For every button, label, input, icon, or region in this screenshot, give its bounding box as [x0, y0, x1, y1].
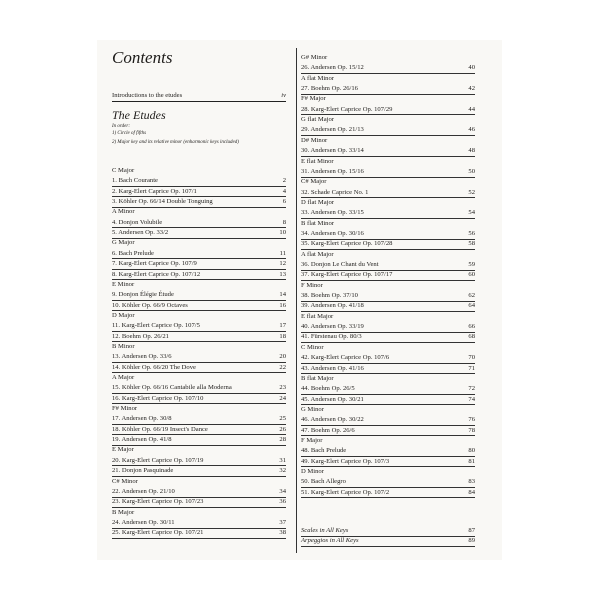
toc-entry-page: 78 — [468, 426, 475, 434]
toc-entry[interactable] — [301, 189, 475, 199]
toc-entry-page: 17 — [279, 322, 286, 330]
intro-entry[interactable] — [112, 92, 286, 99]
toc-entry-title: 13. Andersen Op. 33/6 — [112, 353, 172, 361]
order-title: In order: — [112, 124, 131, 129]
toc-entry[interactable] — [301, 302, 475, 312]
footer-entry-page: 87 — [468, 527, 475, 534]
toc-entry-page: 34 — [279, 487, 286, 495]
toc-entry-title: 37. Karg-Elert Caprice Op. 107/17 — [301, 271, 393, 279]
toc-entry[interactable] — [301, 168, 475, 178]
toc-entry-title: 9. Donjon Élégie Étude — [112, 291, 174, 299]
key-heading — [112, 405, 286, 414]
toc-entry[interactable] — [112, 229, 286, 239]
toc-entry[interactable] — [301, 209, 475, 219]
toc-entry-page: 54 — [468, 209, 475, 217]
key-heading-label: F# Major — [301, 95, 326, 103]
toc-entry-title: 38. Boehm Op. 37/10 — [301, 292, 358, 300]
toc-entry-title: 48. Bach Prelude — [301, 447, 347, 455]
toc-entry[interactable] — [301, 385, 475, 395]
toc-entry-title: 24. Andersen Op. 30/11 — [112, 518, 175, 526]
key-heading-label: E Minor — [112, 280, 135, 288]
toc-entry[interactable] — [301, 261, 475, 271]
footer-entry-page: 89 — [468, 537, 475, 544]
toc-entry[interactable] — [112, 250, 286, 260]
toc-entry[interactable] — [112, 188, 286, 198]
toc-entry-title: 22. Andersen Op. 21/10 — [112, 487, 175, 495]
toc-entry-title: 35. Karg-Elert Caprice Op. 107/28 — [301, 240, 393, 248]
key-heading — [112, 509, 286, 518]
toc-entry-page: 2 — [282, 177, 286, 185]
key-heading-label: C# Major — [301, 178, 327, 186]
toc-entry-title: 50. Bach Allegro — [301, 478, 346, 486]
toc-entry[interactable] — [301, 478, 475, 488]
key-heading-label: D Minor — [301, 468, 324, 475]
key-heading — [301, 199, 475, 208]
toc-entry[interactable] — [112, 302, 286, 312]
footer-entry-arpeggios[interactable] — [301, 537, 475, 547]
key-heading — [301, 251, 475, 260]
key-heading — [301, 95, 475, 104]
intro-label: Introductions to the etudes — [112, 92, 183, 99]
key-heading-label: C Minor — [301, 343, 324, 351]
toc-entry-title: 8. Karg-Elert Caprice Op. 107/12 — [112, 270, 201, 278]
key-heading — [301, 116, 475, 125]
key-heading — [301, 313, 475, 322]
key-heading-label: A Minor — [112, 208, 135, 216]
key-heading — [301, 54, 475, 63]
toc-entry-title: 47. Boehm Op. 26/6 — [301, 426, 355, 434]
key-heading-label: G flat Major — [301, 116, 334, 124]
toc-entry[interactable] — [301, 447, 475, 457]
toc-entry-page: 84 — [468, 488, 475, 496]
toc-entry-page: 76 — [468, 416, 475, 424]
toc-entry[interactable] — [301, 147, 475, 157]
toc-entry-page: 6 — [282, 198, 286, 206]
toc-entry-page: 46 — [468, 126, 475, 134]
toc-entry-page: 81 — [468, 457, 475, 465]
toc-entry-page: 12 — [279, 260, 286, 268]
key-heading — [301, 220, 475, 229]
key-heading — [301, 137, 475, 146]
key-heading — [301, 282, 475, 291]
key-heading-label: D# Minor — [301, 136, 328, 144]
toc-entry-title: 1. Bach Courante — [112, 177, 158, 185]
toc-entry[interactable] — [112, 260, 286, 270]
toc-entry-title: 11. Karg-Elert Caprice Op. 107/5 — [112, 322, 200, 330]
key-heading-label: A Major — [112, 374, 135, 381]
key-heading-label: C Major — [112, 167, 135, 174]
toc-entry-title: 3. Köhler Op. 66/14 Double Tonguing — [112, 198, 213, 206]
toc-entry-page: 26 — [279, 425, 286, 433]
toc-entry[interactable] — [112, 198, 286, 208]
toc-entry-page: 18 — [279, 332, 286, 340]
key-heading-label: B Minor — [112, 342, 135, 350]
toc-entry[interactable] — [301, 240, 475, 250]
page-title: Contents — [112, 48, 173, 67]
key-heading-label: D Major — [112, 311, 135, 319]
key-heading-label: B flat Major — [301, 374, 334, 382]
toc-entry-page: 37 — [279, 518, 286, 526]
toc-entry[interactable] — [301, 333, 475, 343]
toc-entry[interactable] — [112, 426, 286, 436]
toc-entry-title: 43. Andersen Op. 41/16 — [301, 364, 364, 372]
toc-entry[interactable] — [112, 519, 286, 529]
toc-entry[interactable] — [301, 427, 475, 437]
toc-entry-page: 20 — [279, 353, 286, 361]
toc-entry[interactable] — [112, 353, 286, 363]
key-heading — [301, 375, 475, 384]
key-heading — [301, 158, 475, 167]
toc-entry-page: 23 — [279, 384, 286, 392]
toc-entry[interactable] — [301, 271, 475, 281]
toc-entry-title: 26. Andersen Op. 15/12 — [301, 64, 364, 72]
toc-entry-title: 25. Karg-Elert Caprice Op. 107/21 — [112, 529, 204, 537]
key-heading-label: B flat Minor — [301, 219, 334, 227]
toc-entry-title: 14. Köhler Op. 66/20 The Dove — [112, 363, 196, 371]
toc-entry[interactable] — [112, 177, 286, 187]
toc-entry-title: 7. Karg-Elert Caprice Op. 107/9 — [112, 260, 197, 268]
key-heading-label: G Major — [112, 239, 135, 247]
toc-entry[interactable] — [301, 106, 475, 116]
toc-entry[interactable] — [301, 323, 475, 333]
key-heading — [112, 281, 286, 290]
toc-entry-title: 39. Andersen Op. 41/18 — [301, 302, 364, 310]
key-heading — [112, 239, 286, 248]
toc-entry-page: 14 — [279, 291, 286, 299]
toc-entry[interactable] — [301, 230, 475, 240]
toc-entry-title: 44. Boehm Op. 26/5 — [301, 385, 355, 393]
toc-entry-page: 4 — [282, 187, 286, 195]
toc-entry-page: 28 — [279, 436, 286, 444]
toc-entry[interactable] — [301, 292, 475, 302]
toc-entry-page: 59 — [468, 261, 475, 268]
toc-entry-page: 8 — [282, 218, 286, 226]
toc-entry[interactable] — [112, 364, 286, 374]
toc-entry-title: 15. Köhler Op. 66/16 Cantabile alla Moderna — [112, 384, 232, 392]
toc-entry-title: 30. Andersen Op. 33/14 — [301, 147, 364, 155]
key-heading-label: G Minor — [301, 405, 324, 413]
toc-entry-page: 36 — [279, 498, 286, 506]
toc-entry[interactable] — [112, 219, 286, 229]
toc-entry[interactable] — [112, 395, 286, 405]
toc-entry-page: 80 — [468, 447, 475, 455]
toc-entry-page: 50 — [468, 167, 475, 175]
toc-entry[interactable] — [112, 322, 286, 332]
toc-entry-title: 36. Donjon Le Chant du Vent — [301, 261, 379, 268]
footer-entry-label: Arpeggios in All Keys — [301, 537, 359, 544]
order-line-1: 1) Circle of fifths — [112, 131, 147, 136]
toc-entry-page: 68 — [468, 333, 475, 341]
order-line-2: 2) Major key and its relative minor (enharmonic keys included) — [112, 140, 239, 145]
toc-entry-page: 10 — [279, 229, 286, 237]
toc-entry[interactable] — [112, 291, 286, 301]
toc-entry-page: 74 — [468, 395, 475, 403]
toc-entry-title: 31. Andersen Op. 15/16 — [301, 167, 364, 175]
toc-entry-title: 6. Bach Prelude — [112, 249, 154, 257]
key-heading — [112, 446, 286, 455]
key-heading — [112, 478, 286, 487]
toc-entry-page: 24 — [279, 394, 286, 402]
toc-entry-page: 58 — [468, 240, 475, 248]
toc-entry-page: 48 — [468, 147, 475, 155]
toc-entry[interactable] — [301, 489, 475, 499]
footer-entry-scales[interactable] — [301, 527, 475, 537]
toc-entry-page: 31 — [279, 456, 286, 464]
key-heading-label: B Major — [112, 508, 135, 516]
toc-entry-title: 2. Karg-Elert Caprice Op. 107/1 — [112, 187, 197, 195]
toc-entry-title: 17. Andersen Op. 30/8 — [112, 415, 172, 423]
key-heading — [112, 208, 286, 217]
key-heading-label: A flat Minor — [301, 74, 334, 82]
key-heading-label: F# Minor — [112, 405, 138, 413]
intro-page: iv — [281, 92, 286, 99]
toc-entry-page: 83 — [468, 478, 475, 486]
key-heading — [301, 468, 475, 477]
toc-entry[interactable] — [301, 458, 475, 468]
toc-entry-page: 44 — [468, 105, 475, 113]
toc-entry-page: 16 — [279, 301, 286, 309]
toc-entry-title: 20. Karg-Elert Caprice Op. 107/19 — [112, 456, 204, 464]
key-heading-label: D flat Major — [301, 198, 334, 206]
toc-entry-page: 72 — [468, 385, 475, 393]
toc-entry-title: 5. Andersen Op. 33/2 — [112, 229, 169, 237]
toc-entry-page: 22 — [279, 363, 286, 371]
toc-entry-title: 41. Fürstenau Op. 80/3 — [301, 333, 362, 341]
key-heading — [112, 374, 286, 383]
toc-entry-page: 70 — [468, 354, 475, 362]
toc-entry-title: 23. Karg-Elert Caprice Op. 107/23 — [112, 498, 204, 506]
key-heading — [301, 75, 475, 84]
toc-entry-page: 62 — [468, 292, 475, 300]
key-heading-label: F Major — [301, 436, 323, 444]
toc-entry[interactable] — [112, 488, 286, 498]
toc-entry-title: 29. Andersen Op. 21/13 — [301, 126, 364, 134]
toc-entry[interactable] — [112, 436, 286, 446]
toc-entry-title: 51. Karg-Elert Caprice Op. 107/2 — [301, 488, 390, 496]
toc-entry-title: 10. Köhler Op. 66/9 Octaves — [112, 301, 188, 309]
toc-entry[interactable] — [112, 384, 286, 394]
key-heading-label: F Minor — [301, 281, 323, 289]
toc-entry-page: 11 — [279, 249, 286, 257]
toc-entry[interactable] — [112, 333, 286, 343]
toc-entry-title: 49. Karg-Elert Caprice Op. 107/3 — [301, 457, 390, 465]
toc-entry[interactable] — [301, 396, 475, 406]
toc-entry-title: 40. Andersen Op. 33/19 — [301, 323, 364, 331]
toc-entry[interactable] — [301, 85, 475, 95]
toc-entry-page: 13 — [279, 270, 286, 278]
key-heading — [301, 344, 475, 353]
toc-entry[interactable] — [112, 457, 286, 467]
key-heading-label: E flat Minor — [301, 157, 334, 165]
toc-entry[interactable] — [112, 467, 286, 477]
toc-entry-page: 32 — [279, 467, 286, 475]
toc-entry-title: 34. Andersen Op. 30/16 — [301, 229, 364, 237]
toc-entry[interactable] — [112, 529, 286, 539]
toc-entry-title: 21. Donjon Pasquinade — [112, 467, 174, 475]
footer-entry-label: Scales in All Keys — [301, 527, 349, 534]
column-divider — [296, 48, 297, 553]
toc-entry[interactable] — [301, 416, 475, 426]
toc-entry-title: 12. Boehm Op. 26/21 — [112, 332, 169, 340]
toc-entry-title: 28. Karg-Elert Caprice Op. 107/29 — [301, 105, 393, 113]
intro-rule — [112, 101, 286, 102]
toc-entry-title: 16. Karg-Elert Caprice Op. 107/10 — [112, 394, 204, 402]
etudes-heading: The Etudes — [112, 108, 166, 122]
toc-entry[interactable] — [301, 365, 475, 375]
key-heading-label: C# Minor — [112, 477, 138, 485]
toc-entry-page: 52 — [468, 188, 475, 196]
toc-entry-title: 18. Köhler Op. 66/19 Insect's Dance — [112, 425, 208, 433]
key-heading — [301, 437, 475, 446]
toc-entry[interactable] — [301, 126, 475, 136]
toc-entry[interactable] — [112, 498, 286, 508]
toc-entry[interactable] — [301, 64, 475, 74]
key-heading — [112, 167, 286, 176]
toc-entry[interactable] — [112, 271, 286, 281]
toc-entry-page: 25 — [279, 415, 286, 423]
toc-entry-page: 42 — [468, 85, 475, 93]
toc-entry-page: 60 — [468, 271, 475, 279]
key-heading-label: E flat Major — [301, 312, 334, 320]
toc-entry-title: 27. Boehm Op. 26/16 — [301, 85, 358, 93]
key-heading — [112, 343, 286, 352]
key-heading — [301, 178, 475, 187]
key-heading-label: G# Minor — [301, 54, 328, 61]
key-heading-label: E Major — [112, 446, 134, 454]
toc-entry-title: 19. Andersen Op. 41/8 — [112, 436, 172, 444]
key-heading — [112, 312, 286, 321]
toc-entry-page: 40 — [468, 64, 475, 72]
toc-entry[interactable] — [112, 415, 286, 425]
toc-entry-title: 33. Andersen Op. 33/15 — [301, 209, 364, 217]
toc-entry-title: 46. Andersen Op. 30/22 — [301, 416, 364, 424]
toc-entry-page: 38 — [279, 529, 286, 537]
toc-entry-page: 66 — [468, 323, 475, 331]
key-heading-label: A flat Major — [301, 250, 334, 258]
toc-entry-page: 64 — [468, 302, 475, 310]
toc-entry-title: 45. Andersen Op. 30/21 — [301, 395, 364, 403]
key-heading — [301, 406, 475, 415]
toc-entry-page: 71 — [468, 364, 475, 372]
toc-entry-title: 4. Donjon Volubile — [112, 218, 163, 226]
toc-entry[interactable] — [301, 354, 475, 364]
toc-entry-page: 56 — [468, 229, 475, 237]
toc-entry-title: 42. Karg-Elert Caprice Op. 107/6 — [301, 354, 390, 362]
toc-entry-title: 32. Schade Caprice No. 1 — [301, 188, 369, 196]
